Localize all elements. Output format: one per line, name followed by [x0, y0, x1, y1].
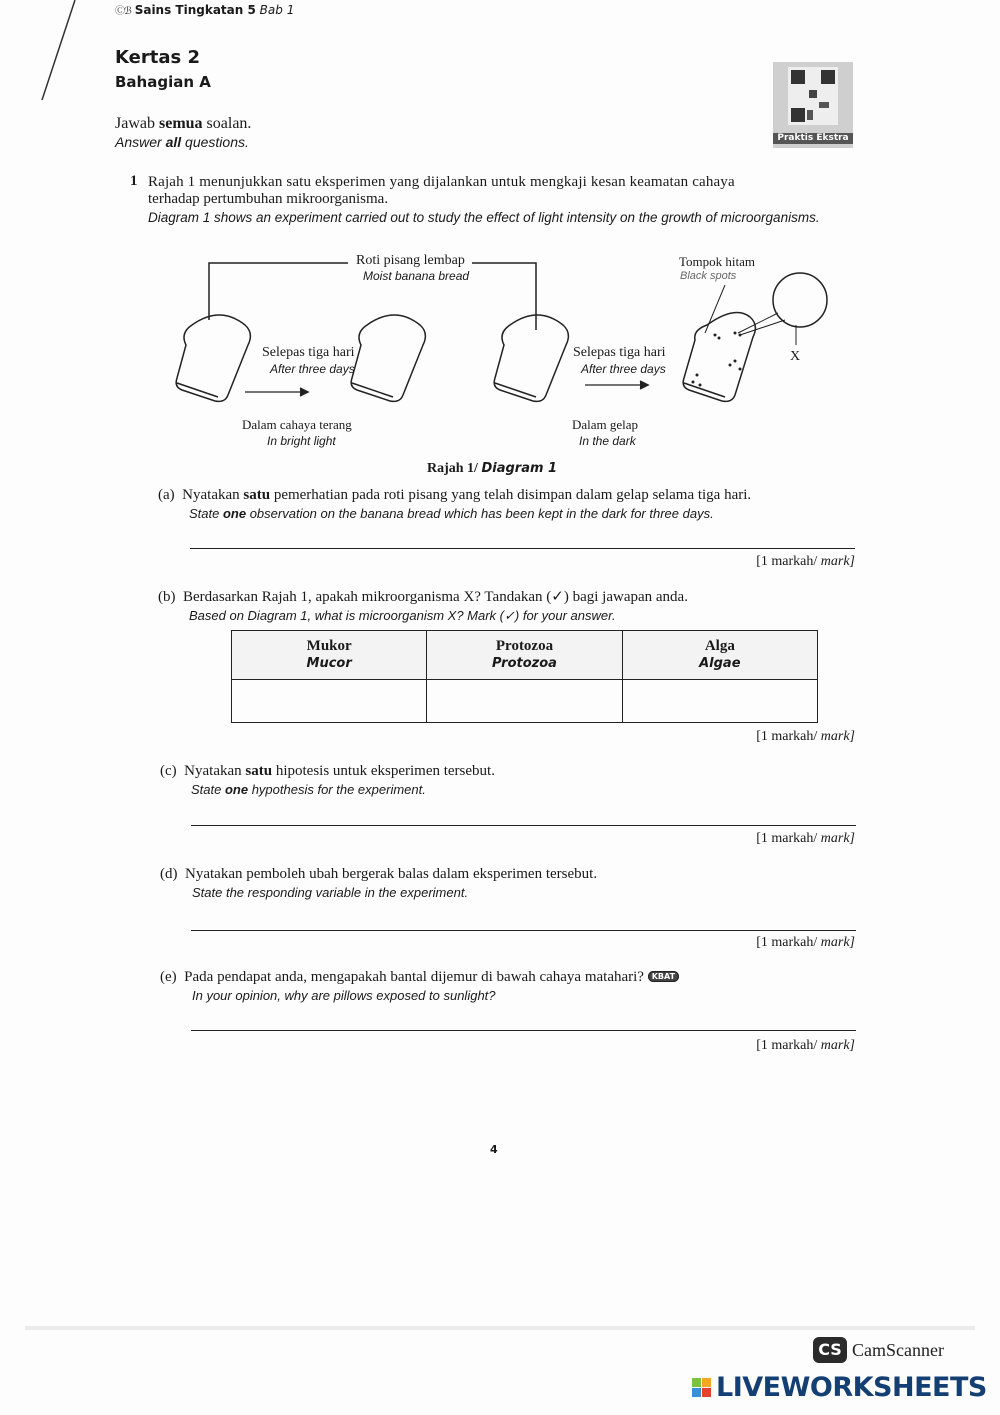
leader-line-left — [209, 263, 348, 320]
mark-label-d: [1 markah/ mark] — [756, 935, 855, 950]
light-label-malay: Dalam cahaya terang — [242, 417, 352, 432]
spots-label-english: Black spots — [680, 270, 737, 282]
publisher-logo: Ⓒℬ — [115, 6, 131, 17]
option-protozoa: Protozoa Protozoa — [427, 631, 622, 680]
bread-icon — [494, 315, 568, 401]
part-label: (e) — [160, 969, 177, 985]
after-label-malay: Selepas tiga hari — [262, 345, 355, 360]
answer-line-e[interactable] — [191, 1030, 856, 1031]
instruction-english: Answer all questions. — [115, 134, 249, 150]
part-c: (c) Nyatakan satu hipotesis untuk eksperimen tersebut. State one hypothesis for the experiment. — [160, 763, 495, 797]
question-intro-english: Diagram 1 shows an experiment carried out to study the effect of light intensity on the growth of microorganisms. — [148, 210, 820, 225]
kbat-badge: KBAT — [648, 971, 679, 982]
diagram-caption: Rajah 1/ Diagram 1 — [427, 461, 558, 476]
option-alga: Alga Algae — [622, 631, 817, 680]
part-e: (e) Pada pendapat anda, mengapakah bantal dijemur di bawah cahaya matahari? KBAT In your opinion, why are pillows exposed to sunlight? — [160, 969, 679, 1003]
leader-line-right — [472, 263, 536, 330]
bread-label-malay: Roti pisang lembap — [356, 253, 465, 268]
bread-label-english: Moist banana bread — [363, 269, 470, 283]
tick-cell-mukor[interactable] — [232, 680, 427, 723]
part-a: (a) Nyatakan satu pemerhatian pada roti pisang yang telah disimpan dalam gelap selama tiga hari. State one observation on the banana bread which has been kept in the dark for three days. — [158, 487, 752, 521]
question-intro-malay-2: terhadap pertumbuhan mikroorganisma. — [148, 191, 389, 207]
mark-label-e: [1 markah/ mark] — [756, 1038, 855, 1053]
instruction-malay: Jawab semua soalan. — [115, 115, 252, 132]
part-label: (c) — [160, 763, 177, 779]
black-spots — [692, 332, 742, 387]
after-label-english: After three days — [270, 362, 355, 376]
liveworksheets-brand: LIVEWORKSHEETS — [716, 1372, 987, 1403]
options-table — [231, 630, 818, 723]
part-label: (a) — [158, 487, 175, 503]
section-title: Bahagian A — [115, 73, 211, 91]
part-d: (d) Nyatakan pemboleh ubah bergerak balas dalam eksperimen tersebut. State the responding variable in the experiment. — [160, 866, 598, 900]
subject-title: Sains Tingkatan 5 — [134, 3, 256, 17]
dark-label-english: In the dark — [579, 434, 636, 448]
magnifier-circle — [773, 273, 827, 327]
tick-cell-protozoa[interactable] — [427, 680, 622, 723]
part-label: (d) — [160, 866, 178, 882]
mark-label-a: [1 markah/ mark] — [756, 554, 855, 569]
spots-label-malay: Tompok hitam — [679, 254, 756, 269]
camscanner-logo: CS — [813, 1337, 847, 1363]
spots-pointer — [705, 285, 725, 333]
tick-cell-alga[interactable] — [622, 680, 817, 723]
microorganism-x-label: X — [790, 349, 801, 364]
mark-label-c: [1 markah/ mark] — [756, 831, 855, 846]
mark-label-b: [1 markah/ mark] — [756, 729, 855, 744]
paper-title: Kertas 2 — [115, 47, 200, 68]
light-label-english: In bright light — [267, 434, 336, 448]
part-b: (b) Berdasarkan Rajah 1, apakah mikroorganisma X? Tandakan (✓) bagi jawapan anda. Based on Diagram 1, what is microorganism X? Mark (✓) for your answer. — [158, 589, 688, 623]
after-label-english-2: After three days — [581, 362, 666, 376]
answer-line-c[interactable] — [191, 825, 856, 826]
answer-line-d[interactable] — [191, 930, 856, 931]
chapter-label: Bab 1 — [259, 3, 295, 17]
part-label: (b) — [158, 589, 176, 605]
question-number: 1 — [130, 173, 138, 189]
qr-code-icon — [773, 62, 853, 132]
page-number: 4 — [490, 1143, 498, 1156]
bread-icon — [351, 315, 425, 401]
qr-code[interactable] — [773, 62, 853, 148]
after-label-malay-2: Selepas tiga hari — [573, 345, 666, 360]
question-intro-malay: Rajah 1 menunjukkan satu eksperimen yang dijalankan untuk mengkaji kesan keamatan cahaya — [148, 174, 735, 190]
diagram-drawing — [160, 245, 860, 480]
qr-label: Praktis Ekstra — [773, 133, 853, 144]
answer-line-a[interactable] — [190, 548, 855, 549]
liveworksheets-icon — [692, 1378, 712, 1398]
dark-label-malay: Dalam gelap — [572, 417, 639, 432]
camscanner-text: CamScanner — [852, 1340, 944, 1360]
scan-edge-line — [20, 0, 80, 110]
running-header — [115, 3, 294, 19]
bread-icon — [176, 315, 250, 401]
scan-border — [25, 1326, 975, 1330]
mouldy-bread-icon — [683, 313, 755, 402]
diagram-1 — [160, 245, 860, 480]
option-mukor: Mukor Mucor — [232, 631, 427, 680]
